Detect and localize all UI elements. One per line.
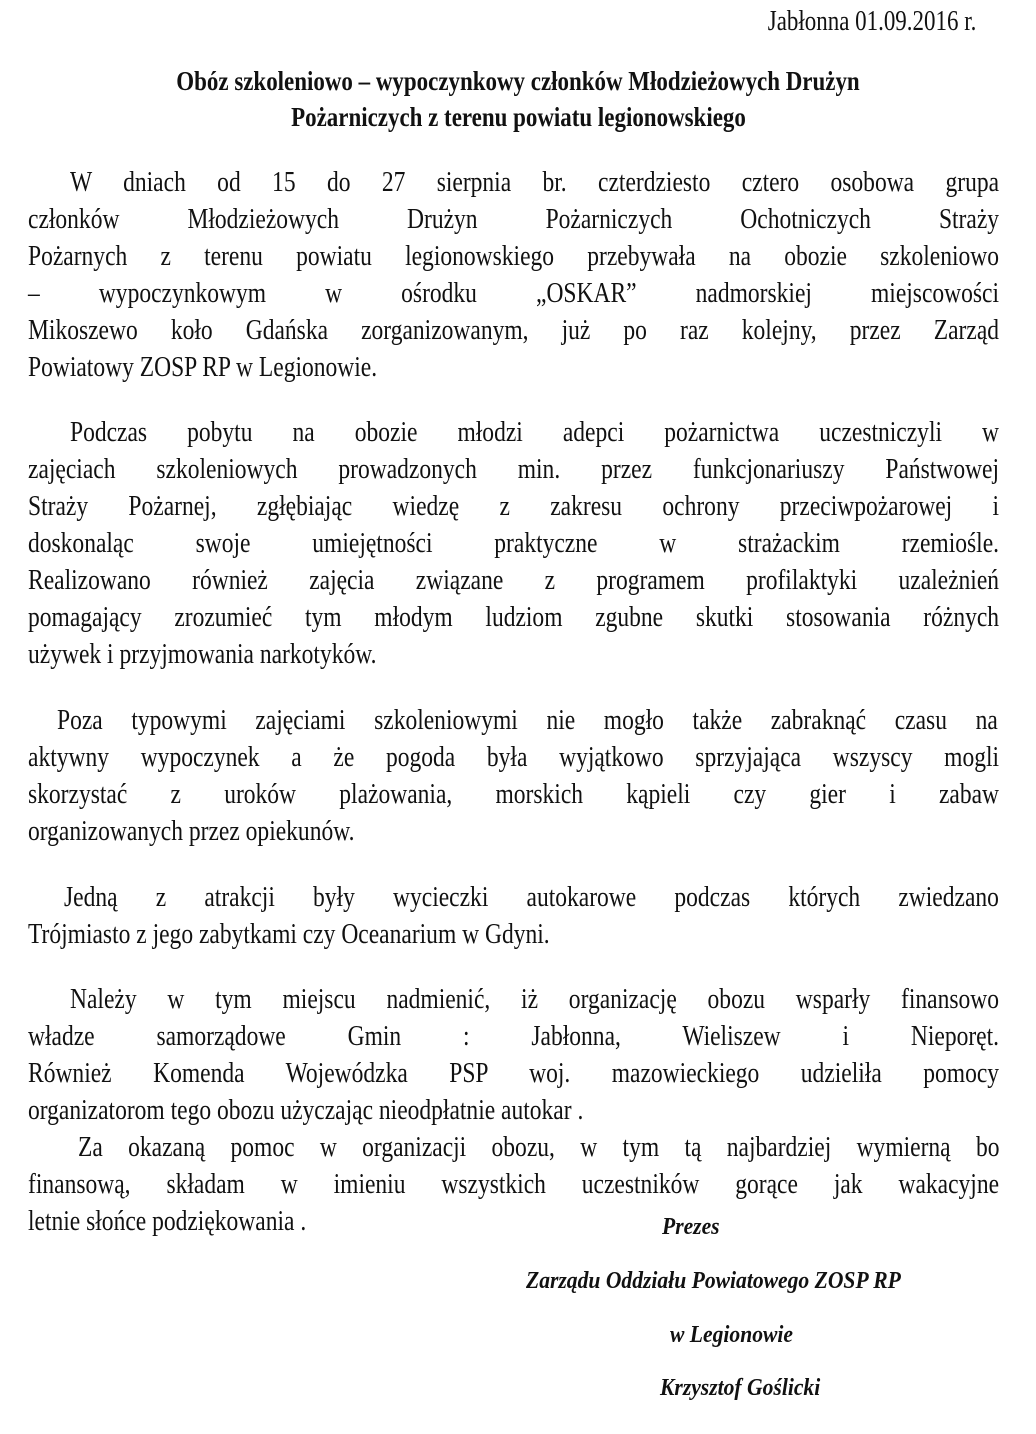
paragraph-line: władze samorządowe Gmin : Jabłonna, Wieliszew i Nieporęt. (28, 1021, 1000, 1052)
signature-location: w Legionowie (670, 1322, 794, 1348)
paragraph-line: organizowanych przez opiekunów. (28, 816, 355, 847)
paragraph-line: aktywny wypoczynek a że pogoda była wyjątkowo sprzyjająca wszyscy mogli (28, 742, 1000, 773)
paragraph-line: doskonaląc swoje umiejętności praktyczne w strażackim rzemiośle. (28, 528, 1000, 559)
paragraph-line: Również Komenda Wojewódzka PSP woj. mazowieckiego udzieliła pomocy (28, 1058, 1000, 1089)
paragraph-line: Straży Pożarnej, zgłębiając wiedzę z zakresu ochrony przeciwpożarowej i (28, 491, 1000, 522)
paragraph-line: członków Młodzieżowych Drużyn Pożarniczych Ochotniczych Straży (28, 204, 1000, 235)
paragraph-line: pomagający zrozumieć tym młodym ludziom zgubne skutki stosowania różnych (28, 602, 1000, 633)
paragraph-line: Mikoszewo koło Gdańska zorganizowanym, już po raz kolejny, przez Zarząd (28, 315, 1000, 346)
paragraph-line: finansową, składam w imieniu wszystkich uczestników gorące jak wakacyjne (28, 1169, 1000, 1200)
paragraph-line: Trójmiasto z jego zabytkami czy Oceanarium w Gdyni. (28, 919, 550, 950)
paragraph-line: Podczas pobytu na obozie młodzi adepci pożarnictwa uczestniczyli w (70, 417, 1000, 448)
paragraph-line: letnie słońce podziękowania . (28, 1206, 307, 1237)
signature-name: Krzysztof Goślicki (660, 1375, 821, 1401)
paragraph-line: skorzystać z uroków plażowania, morskich kąpieli czy gier i zabaw (28, 779, 1000, 810)
paragraph-line: Realizowano również zajęcia związane z programem profilaktyki uzależnień (28, 565, 1000, 596)
title-line-2: Pożarniczych z terenu powiatu legionowskiego (290, 102, 746, 132)
paragraph-line: Jedną z atrakcji były wycieczki autokarowe podczas których zwiedzano (64, 882, 999, 913)
place-date: Jabłonna 01.09.2016 r. (767, 6, 976, 37)
paragraph-line: używek i przyjmowania narkotyków. (28, 639, 377, 670)
paragraph-line: Pożarnych z terenu powiatu legionowskiego przebywała na obozie szkoleniowo (28, 241, 1000, 272)
signature-organization: Zarządu Oddziału Powiatowego ZOSP RP (526, 1268, 901, 1294)
paragraph-line: Powiatowy ZOSP RP w Legionowie. (28, 352, 378, 383)
paragraph-line: Należy w tym miejscu nadmienić, iż organizację obozu wsparły finansowo (70, 984, 1000, 1015)
paragraph-line: Poza typowymi zajęciami szkoleniowymi nie mogło także zabraknąć czasu na (57, 705, 998, 736)
paragraph-line: zajęciach szkoleniowych prowadzonych min. przez funkcjonariuszy Państwowej (28, 454, 1000, 485)
signature-title: Prezes (662, 1214, 720, 1240)
paragraph-line: Za okazaną pomoc w organizacji obozu, w tym tą najbardziej wymierną bo (78, 1132, 1000, 1163)
paragraph-line: – wypoczynkowym w ośrodku „OSKAR” nadmorskiej miejscowości (28, 278, 1000, 309)
paragraph-line: organizatorom tego obozu użyczając nieodpłatnie autokar . (28, 1095, 584, 1126)
paragraph-line: W dniach od 15 do 27 sierpnia br. czterdziesto cztero osobowa grupa (70, 167, 1000, 198)
title-line-1: Obóz szkoleniowo – wypoczynkowy członków Młodzieżowych Drużyn (176, 66, 860, 96)
